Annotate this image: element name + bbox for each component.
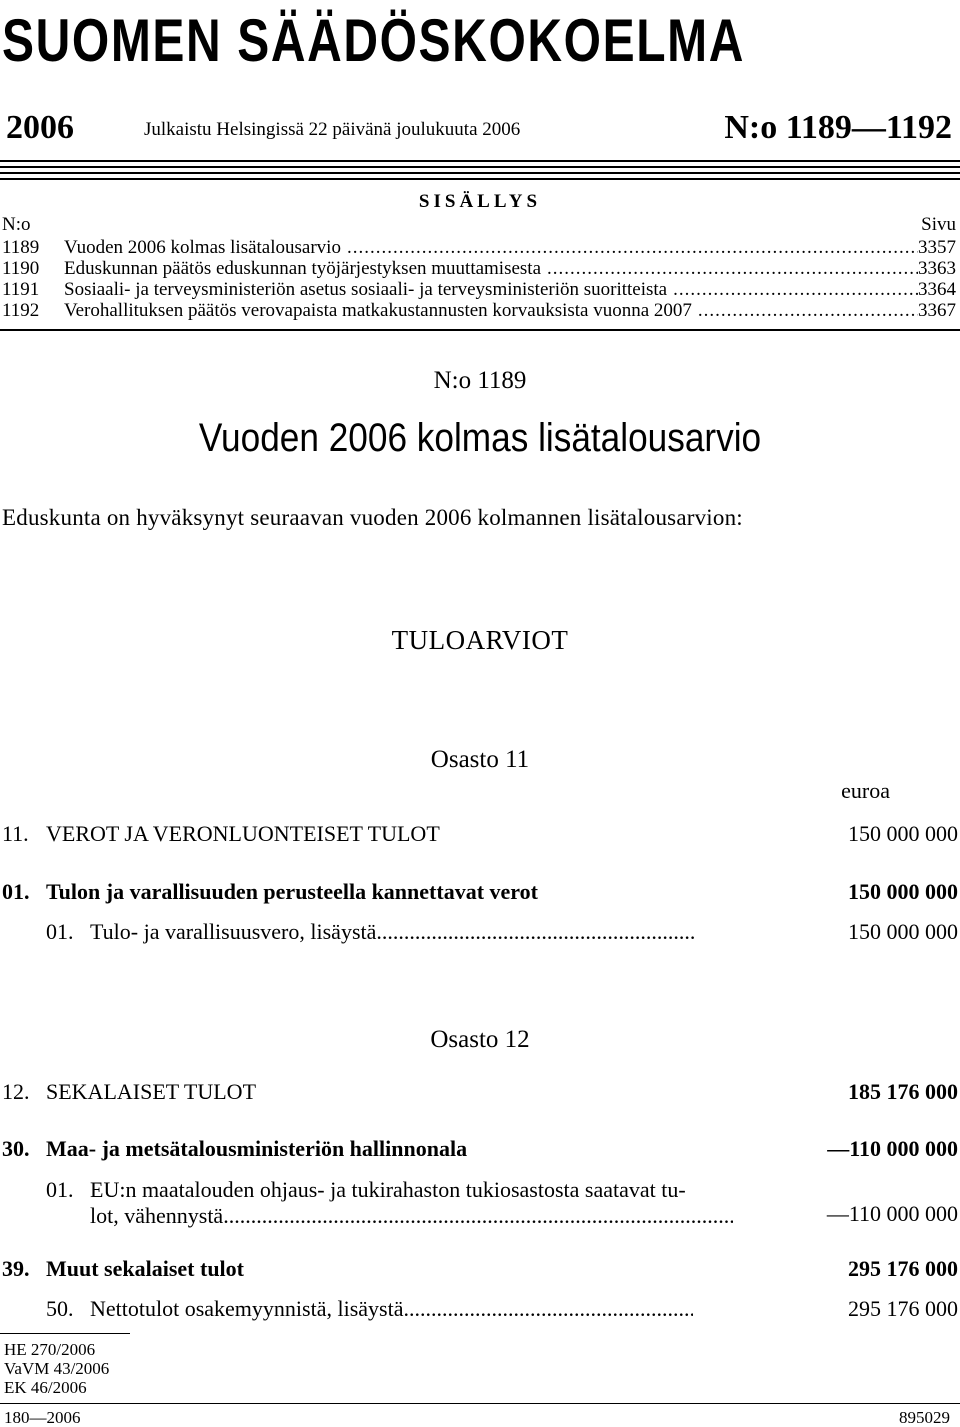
budget-title: Tulon ja varallisuuden perusteella kannettavat verot: [46, 879, 538, 904]
budget-main-title: [0, 820, 960, 848]
masthead-rule-3: [0, 172, 960, 174]
masthead-rule-2: [0, 166, 960, 168]
budget-title: Nettotulot osakemyynnistä, lisäystä: [90, 1296, 404, 1321]
budget-title: Tulo- ja varallisuusvero, lisäystä: [90, 919, 377, 944]
leader-dots: [376, 918, 696, 946]
budget-code: 01.: [46, 1177, 74, 1202]
toc-entry[interactable]: [2, 258, 956, 279]
act-number: N:o 1189: [433, 367, 527, 394]
budget-title: VEROT JA VERONLUONTEISET TULOT: [46, 821, 440, 846]
budget-code: 11.: [2, 821, 29, 846]
footer-code-right: 895029: [899, 1408, 950, 1427]
issue-range: N:o 1189—1192: [724, 109, 952, 146]
toc-entry-title: Verohallituksen päätös verovapaista matkakustannusten korvauksista vuonna 2007: [64, 300, 692, 321]
budget-amount: —110 000 000: [827, 1136, 958, 1161]
toc-entry-title: Vuoden 2006 kolmas lisätalousarvio: [64, 237, 341, 258]
toc-column-number: N:o: [2, 214, 31, 235]
budget-amount: 185 176 000: [848, 1079, 958, 1104]
budget-title: Muut sekalaiset tulot: [46, 1256, 244, 1281]
toc-entry-page: 3363: [918, 258, 956, 279]
toc-entry-number: 1192: [2, 300, 40, 321]
toc-leader-dots: [541, 258, 918, 279]
toc-entry-number: 1190: [2, 258, 40, 279]
budget-item: [0, 918, 960, 946]
masthead-rule-4: [0, 178, 960, 180]
budget-code: 12.: [2, 1079, 30, 1104]
toc-bottom-rule: [0, 329, 960, 331]
budget-amount: 150 000 000: [848, 879, 958, 904]
reference-line: EK 46/2006: [4, 1378, 87, 1397]
budget-item-title-line2: lot, vähennystä: [90, 1203, 224, 1228]
toc-entry-page: 3357: [918, 237, 956, 258]
toc-entry[interactable]: [2, 300, 956, 321]
budget-item-title-line1: EU:n maatalouden ohjaus- ja tukirahaston tukiosastosta saatavat tu-: [90, 1177, 686, 1202]
budget-amount: 295 176 000: [848, 1296, 958, 1321]
section-heading: TULOARVIOT: [391, 625, 569, 655]
footer-code-left: 180—2006: [4, 1408, 81, 1427]
budget-amount: 295 176 000: [848, 1256, 958, 1281]
footnote-rule: [0, 1333, 130, 1334]
toc-column-page: Sivu: [921, 214, 956, 235]
toc-entry-page: 3367: [918, 300, 956, 321]
budget-item: [0, 1295, 960, 1323]
toc-heading: SISÄLLYS: [418, 191, 542, 212]
toc-entry-title: Eduskunnan päätös eduskunnan työjärjestyksen muuttamisesta: [64, 258, 542, 279]
act-title: Vuoden 2006 kolmas lisätalousarvio: [198, 416, 762, 460]
budget-title: SEKALAISET TULOT: [46, 1079, 257, 1104]
budget-chapter: [0, 1135, 960, 1163]
reference-line: VaVM 43/2006: [4, 1359, 110, 1378]
leader-dots: [403, 1295, 693, 1323]
document-references: [4, 1340, 109, 1397]
toc-leader-dots: [692, 300, 918, 321]
toc-entry-number: 1189: [2, 237, 40, 258]
toc-entry[interactable]: [2, 279, 956, 300]
budget-code: 50.: [46, 1296, 74, 1321]
division-heading: Osasto 11: [430, 746, 530, 773]
footer-rule: [0, 1403, 960, 1404]
budget-title: Maa- ja metsätalousministeriön hallinnonala: [46, 1136, 468, 1161]
toc-entry-number: 1191: [2, 279, 40, 300]
budget-code: 01.: [46, 919, 74, 944]
masthead-rule-1: [0, 160, 960, 162]
unit-label: euroa: [841, 778, 890, 803]
toc-leader-dots: [667, 279, 918, 300]
budget-code: 39.: [2, 1256, 30, 1281]
budget-chapter: [0, 878, 960, 906]
publication-date: Julkaistu Helsingissä 22 päivänä joulukuuta 2006: [144, 119, 521, 140]
publication-title: SUOMEN SÄÄDÖSKOKOELMA: [2, 7, 745, 74]
act-intro: Eduskunta on hyväksynyt seuraavan vuoden 2006 kolmannen lisätalousarvion:: [2, 505, 743, 530]
toc-entry-title: Sosiaali- ja terveysministeriön asetus sosiaali- ja terveysministeriön suoritteista: [64, 279, 668, 300]
toc-leader-dots: [341, 237, 918, 258]
budget-chapter: [0, 1255, 960, 1283]
budget-amount: —110 000 000: [826, 1201, 958, 1226]
toc-entry-page: 3364: [918, 279, 956, 300]
division-heading: Osasto 12: [430, 1026, 530, 1053]
budget-code: 01.: [2, 879, 30, 904]
budget-code: 30.: [2, 1136, 30, 1161]
publication-year: 2006: [6, 109, 74, 146]
budget-amount: 150 000 000: [848, 821, 958, 846]
budget-item-amount-row: [0, 1200, 960, 1228]
budget-main-title: [0, 1078, 960, 1106]
toc-entry[interactable]: [2, 237, 956, 258]
reference-line: HE 270/2006: [4, 1340, 96, 1359]
budget-amount: 150 000 000: [848, 919, 958, 944]
